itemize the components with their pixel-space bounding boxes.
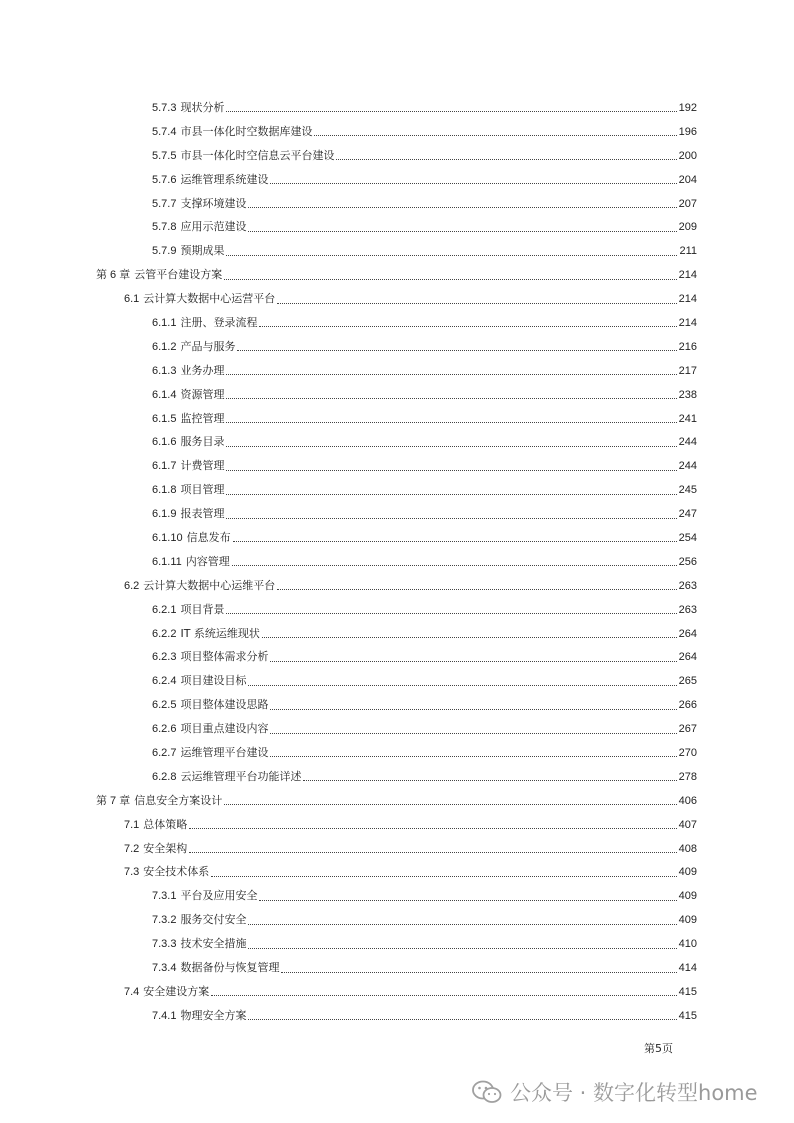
toc-entry-number: 6.2.4 (152, 675, 177, 688)
toc-entry-title: 安全技术体系 (143, 865, 210, 879)
toc-entry-title: 业务办理 (180, 363, 225, 377)
toc-entry[interactable] (0, 884, 794, 908)
toc-entry-number: 6.1.9 (152, 508, 177, 521)
wechat-icon (472, 1080, 502, 1104)
toc-entry[interactable] (0, 430, 794, 454)
toc-dot-leader (226, 374, 676, 375)
toc-dot-leader (226, 422, 676, 423)
toc-entry-number: 6.2.2 (152, 627, 177, 640)
toc-entry-title: 云运维管理平台功能详述 (180, 769, 302, 783)
toc-dot-leader (248, 231, 676, 232)
toc-entry-page: 192 (678, 101, 697, 114)
toc-entry-page: 245 (678, 484, 697, 497)
toc-entry-page: 214 (678, 269, 697, 282)
toc-entry-page: 256 (678, 555, 697, 568)
toc-entry-page: 407 (678, 818, 697, 831)
toc-dot-leader (232, 565, 677, 566)
toc-entry-page: 408 (678, 842, 697, 855)
toc-entry-title: 应用示范建设 (180, 220, 247, 234)
toc-entry[interactable] (0, 359, 794, 383)
toc-entry-number: 6.1.4 (152, 388, 177, 401)
toc-dot-leader (248, 685, 676, 686)
page-number: 第5页 (644, 1042, 673, 1055)
toc-entry-title: 技术安全措施 (180, 937, 247, 951)
toc-entry-page: 409 (678, 866, 697, 879)
toc-entry-title: 服务交付安全 (180, 913, 247, 927)
toc-dot-leader (224, 804, 676, 805)
toc-entry-number: 5.7.8 (152, 221, 177, 234)
toc-entry[interactable] (0, 980, 794, 1004)
table-of-contents (0, 96, 794, 1028)
toc-entry[interactable] (0, 861, 794, 885)
toc-entry-title: 市县一体化时空信息云平台建设 (180, 148, 335, 162)
toc-dot-leader (248, 948, 676, 949)
toc-entry[interactable] (0, 598, 794, 622)
toc-entry-title: 项目整体需求分析 (180, 650, 269, 664)
toc-entry-title: 云计算大数据中心运营平台 (143, 292, 276, 306)
toc-entry-page: 265 (678, 675, 697, 688)
toc-entry-title: 信息安全方案设计 (134, 793, 223, 807)
toc-entry[interactable] (0, 311, 794, 335)
toc-entry-number: 5.7.9 (152, 245, 177, 258)
toc-entry-title: 现状分析 (180, 100, 225, 114)
toc-entry-number: 5.7.7 (152, 197, 177, 210)
toc-entry-number: 5.7.6 (152, 173, 177, 186)
toc-entry-title: 总体策略 (143, 817, 188, 831)
toc-entry-page: 204 (678, 173, 697, 186)
toc-entry[interactable] (0, 789, 794, 813)
toc-entry-number: 7.2 (124, 842, 140, 855)
toc-dot-leader (224, 279, 676, 280)
toc-entry-title: 监控管理 (180, 411, 225, 425)
toc-entry-page: 254 (678, 531, 697, 544)
toc-entry-title: 运维管理系统建设 (180, 172, 269, 186)
toc-entry-title: 数据备份与恢复管理 (180, 961, 280, 974)
toc-entry-title: 运维管理平台建设 (180, 745, 269, 759)
toc-entry[interactable] (0, 478, 794, 502)
toc-entry-page: 209 (678, 221, 697, 234)
toc-dot-leader (262, 637, 677, 638)
toc-entry-number: 6.2.7 (152, 746, 177, 759)
toc-dot-leader (189, 828, 676, 829)
toc-entry-page: 410 (678, 938, 697, 951)
toc-entry-page: 241 (678, 412, 697, 425)
toc-entry[interactable] (0, 574, 794, 598)
toc-entry-number: 6.1.3 (152, 364, 177, 377)
toc-entry-title: 项目整体建设思路 (180, 698, 269, 712)
toc-entry-title: 安全建设方案 (143, 984, 210, 998)
toc-entry-number: 6.1.6 (152, 436, 177, 449)
toc-entry-title: 项目背景 (180, 602, 225, 616)
toc-entry-number: 6.2.6 (152, 723, 177, 736)
toc-entry[interactable] (0, 765, 794, 789)
toc-entry-title: 信息发布 (186, 530, 231, 544)
toc-entry-title: 计费管理 (180, 459, 225, 473)
toc-entry-page: 238 (678, 388, 697, 401)
toc-entry-number: 第 7 章 (96, 794, 131, 807)
watermark-text: 公众号 · 数字化转型home (510, 1081, 758, 1105)
toc-entry-number: 第 6 章 (96, 269, 131, 282)
toc-entry-page: 207 (678, 197, 697, 210)
toc-entry-number: 6.1.7 (152, 460, 177, 473)
toc-entry-number: 6.2.8 (152, 770, 177, 783)
toc-entry-number: 6.1.11 (152, 555, 182, 568)
toc-entry-page: 263 (678, 579, 697, 592)
toc-entry-title: 项目管理 (180, 483, 225, 497)
toc-entry-page: 214 (678, 316, 697, 329)
toc-dot-leader (211, 876, 676, 877)
toc-entry-page: 278 (678, 770, 697, 783)
toc-entry-page: 270 (678, 746, 697, 759)
toc-entry[interactable] (0, 263, 794, 287)
toc-entry[interactable] (0, 932, 794, 956)
toc-entry[interactable] (0, 550, 794, 574)
toc-dot-leader (233, 541, 677, 542)
toc-entry-page: 264 (678, 651, 697, 664)
toc-dot-leader (336, 159, 676, 160)
toc-entry-title: 项目重点建设内容 (180, 722, 269, 736)
toc-entry-page: 214 (678, 293, 697, 306)
toc-entry[interactable] (0, 287, 794, 311)
toc-entry[interactable] (0, 645, 794, 669)
toc-entry-page: 211 (679, 245, 697, 258)
watermark (472, 1072, 758, 1112)
toc-entry-title: 服务目录 (180, 435, 225, 449)
toc-entry-number: 7.3.2 (152, 914, 177, 927)
toc-dot-leader (211, 995, 676, 996)
toc-entry-title: IT 系统运维现状 (180, 626, 260, 640)
toc-entry-page: 247 (678, 508, 697, 521)
toc-entry-number: 6.1.2 (152, 340, 177, 353)
toc-entry-number: 5.7.4 (152, 125, 177, 138)
toc-entry[interactable] (0, 335, 794, 359)
toc-entry[interactable] (0, 669, 794, 693)
toc-entry-number: 6.1 (124, 293, 140, 306)
toc-dot-leader (270, 756, 676, 757)
toc-entry-page: 263 (678, 603, 697, 616)
toc-entry-title: 安全架构 (143, 841, 188, 855)
toc-entry-title: 支撑环境建设 (180, 196, 247, 210)
toc-entry-title: 产品与服务 (180, 339, 236, 353)
toc-dot-leader (281, 972, 676, 973)
toc-entry-number: 7.3.1 (152, 890, 177, 903)
toc-entry[interactable] (0, 956, 794, 980)
toc-entry-number: 6.1.5 (152, 412, 177, 425)
toc-entry[interactable] (0, 1004, 794, 1028)
toc-entry-number: 7.4 (124, 985, 140, 998)
toc-entry-number: 6.1.8 (152, 484, 177, 497)
toc-entry-page: 266 (678, 699, 697, 712)
toc-entry[interactable] (0, 168, 794, 192)
toc-entry[interactable] (0, 741, 794, 765)
toc-dot-leader (259, 326, 676, 327)
toc-entry[interactable] (0, 502, 794, 526)
toc-entry-number: 6.1.10 (152, 531, 183, 544)
toc-entry[interactable] (0, 693, 794, 717)
toc-entry-number: 6.2.5 (152, 699, 177, 712)
toc-entry[interactable] (0, 96, 794, 120)
toc-dot-leader (237, 350, 676, 351)
toc-dot-leader (270, 733, 676, 734)
toc-entry-number: 6.2.3 (152, 651, 177, 664)
toc-dot-leader (277, 589, 676, 590)
toc-dot-leader (303, 780, 676, 781)
toc-entry[interactable] (0, 717, 794, 741)
toc-dot-leader (226, 518, 676, 519)
toc-entry[interactable] (0, 120, 794, 144)
toc-entry[interactable] (0, 192, 794, 216)
toc-entry-title: 平台及应用安全 (180, 889, 258, 903)
toc-entry-title: 资源管理 (180, 387, 225, 401)
toc-dot-leader (248, 1019, 676, 1020)
toc-entry-number: 6.2 (124, 579, 140, 592)
toc-entry-title: 云管平台建设方案 (134, 268, 223, 282)
toc-entry-page: 216 (678, 340, 697, 353)
toc-dot-leader (226, 111, 676, 112)
toc-dot-leader (226, 255, 677, 256)
toc-entry[interactable] (0, 526, 794, 550)
toc-entry-page: 244 (678, 460, 697, 473)
toc-entry[interactable] (0, 239, 794, 263)
toc-entry-page: 200 (678, 149, 697, 162)
toc-entry-title: 项目建设目标 (180, 674, 247, 688)
toc-entry-number: 7.3.3 (152, 938, 177, 951)
toc-entry-number: 6.2.1 (152, 603, 177, 616)
toc-entry-number: 7.3.4 (152, 962, 177, 974)
toc-entry-number: 5.7.3 (152, 101, 177, 114)
toc-entry-title: 注册、登录流程 (180, 315, 258, 329)
toc-dot-leader (270, 661, 676, 662)
toc-dot-leader (248, 207, 676, 208)
toc-dot-leader (226, 446, 676, 447)
toc-entry-page: 409 (678, 890, 697, 903)
toc-entry-number: 7.1 (124, 818, 140, 831)
toc-entry-page: 406 (678, 794, 697, 807)
toc-dot-leader (226, 613, 676, 614)
toc-entry-title: 预期成果 (180, 244, 225, 258)
toc-dot-leader (259, 900, 676, 901)
toc-dot-leader (248, 924, 676, 925)
toc-entry[interactable] (0, 144, 794, 168)
toc-entry-number: 7.3 (124, 866, 140, 879)
toc-dot-leader (277, 303, 676, 304)
toc-entry-title: 内容管理 (185, 554, 230, 568)
toc-entry-page: 414 (678, 962, 697, 974)
toc-entry-page: 267 (678, 723, 697, 736)
toc-entry-page: 415 (678, 985, 697, 998)
toc-dot-leader (270, 709, 676, 710)
toc-entry-title: 市县一体化时空数据库建设 (180, 124, 313, 138)
toc-dot-leader (314, 135, 676, 136)
toc-entry-page: 409 (678, 914, 697, 927)
toc-dot-leader (226, 398, 676, 399)
toc-dot-leader (270, 183, 676, 184)
toc-dot-leader (226, 494, 676, 495)
toc-entry-page: 196 (678, 125, 697, 138)
toc-entry[interactable] (0, 837, 794, 861)
toc-entry[interactable] (0, 813, 794, 837)
toc-entry-title: 云计算大数据中心运维平台 (143, 578, 276, 592)
toc-entry[interactable] (0, 407, 794, 431)
toc-entry-number: 7.4.1 (152, 1009, 177, 1022)
toc-entry-page: 217 (678, 364, 697, 377)
toc-entry-title: 报表管理 (180, 507, 225, 521)
toc-entry[interactable] (0, 622, 794, 646)
toc-dot-leader (226, 470, 676, 471)
toc-entry-title: 物理安全方案 (180, 1008, 247, 1022)
toc-entry[interactable] (0, 908, 794, 932)
toc-entry-page: 244 (678, 436, 697, 449)
toc-entry-number: 6.1.1 (152, 316, 177, 329)
toc-entry-page: 415 (678, 1009, 697, 1022)
toc-entry[interactable] (0, 215, 794, 239)
toc-dot-leader (189, 852, 676, 853)
toc-entry[interactable] (0, 454, 794, 478)
toc-entry-number: 5.7.5 (152, 149, 177, 162)
toc-entry-page: 264 (678, 627, 697, 640)
toc-entry[interactable] (0, 383, 794, 407)
